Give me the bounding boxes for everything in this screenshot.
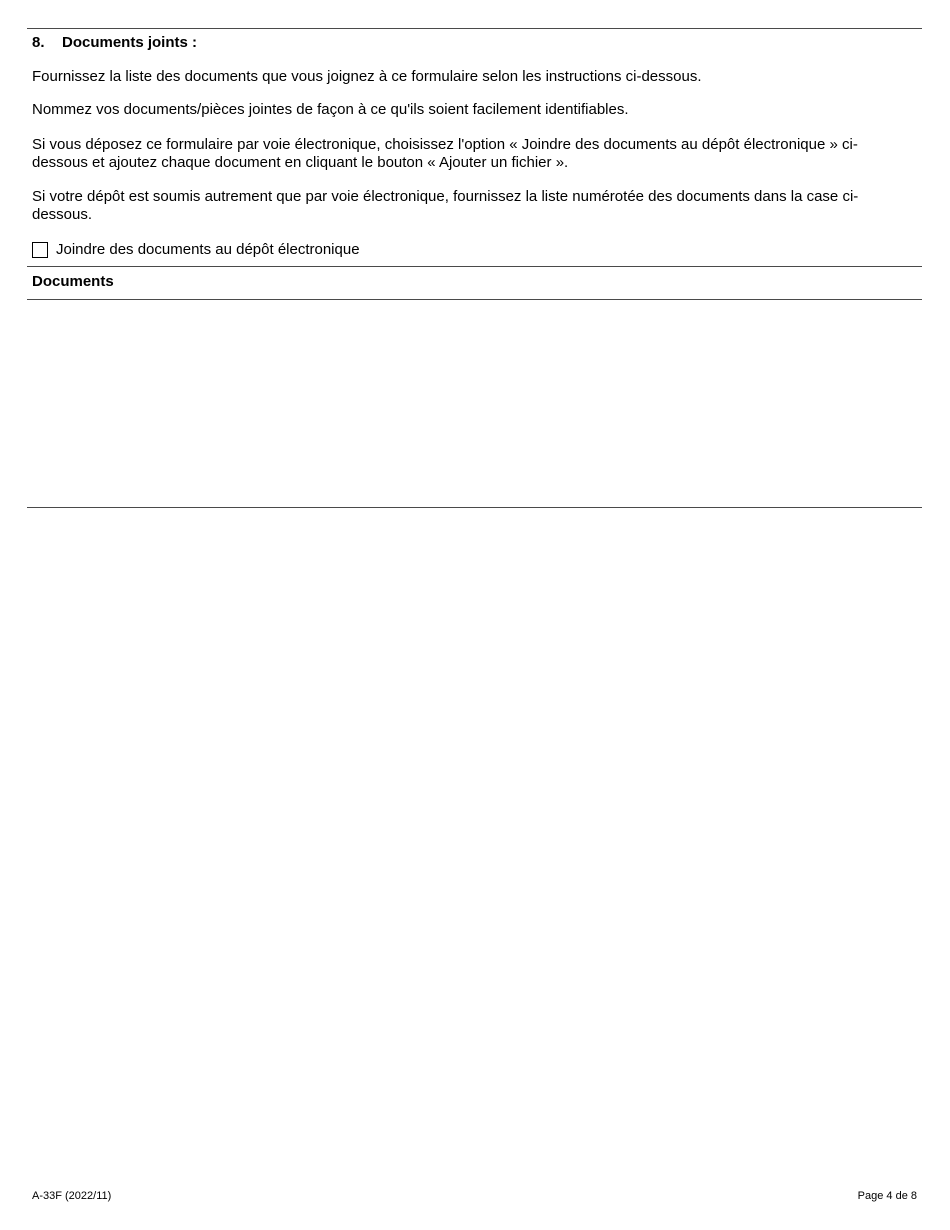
divider: [27, 266, 922, 267]
documents-label: Documents: [32, 273, 114, 290]
page-number: Page 4 de 8: [857, 1190, 917, 1202]
instruction-list-documents: Fournissez la liste des documents que vous joignez à ce formulaire selon les instructions ci-dessous.: [32, 68, 702, 85]
attach-documents-checkbox[interactable]: [32, 242, 48, 258]
attach-documents-label: Joindre des documents au dépôt électronique: [56, 241, 360, 258]
documents-field[interactable]: [27, 300, 922, 506]
section-title: Documents joints :: [62, 34, 198, 51]
attach-documents-option[interactable]: [32, 240, 360, 260]
section-heading: [32, 34, 197, 52]
instruction-electronic-filing: Si vous déposez ce formulaire par voie électronique, choisissez l'option « Joindre des documents au dépôt électronique » ci-dessous et ajoutez chaque document en cliquant le bouton « Ajouter un fichier ».: [32, 136, 858, 171]
form-code: A-33F (2022/11): [32, 1190, 112, 1202]
section-number: 8.: [32, 34, 45, 51]
top-divider: [27, 28, 922, 29]
instruction-paper-filing: Si votre dépôt est soumis autrement que par voie électronique, fournissez la liste numérotée des documents dans la case ci-dessous.: [32, 188, 859, 223]
bottom-divider: [27, 507, 922, 508]
instruction-naming: Nommez vos documents/pièces jointes de façon à ce qu'ils soient facilement identifiables.: [32, 101, 629, 118]
